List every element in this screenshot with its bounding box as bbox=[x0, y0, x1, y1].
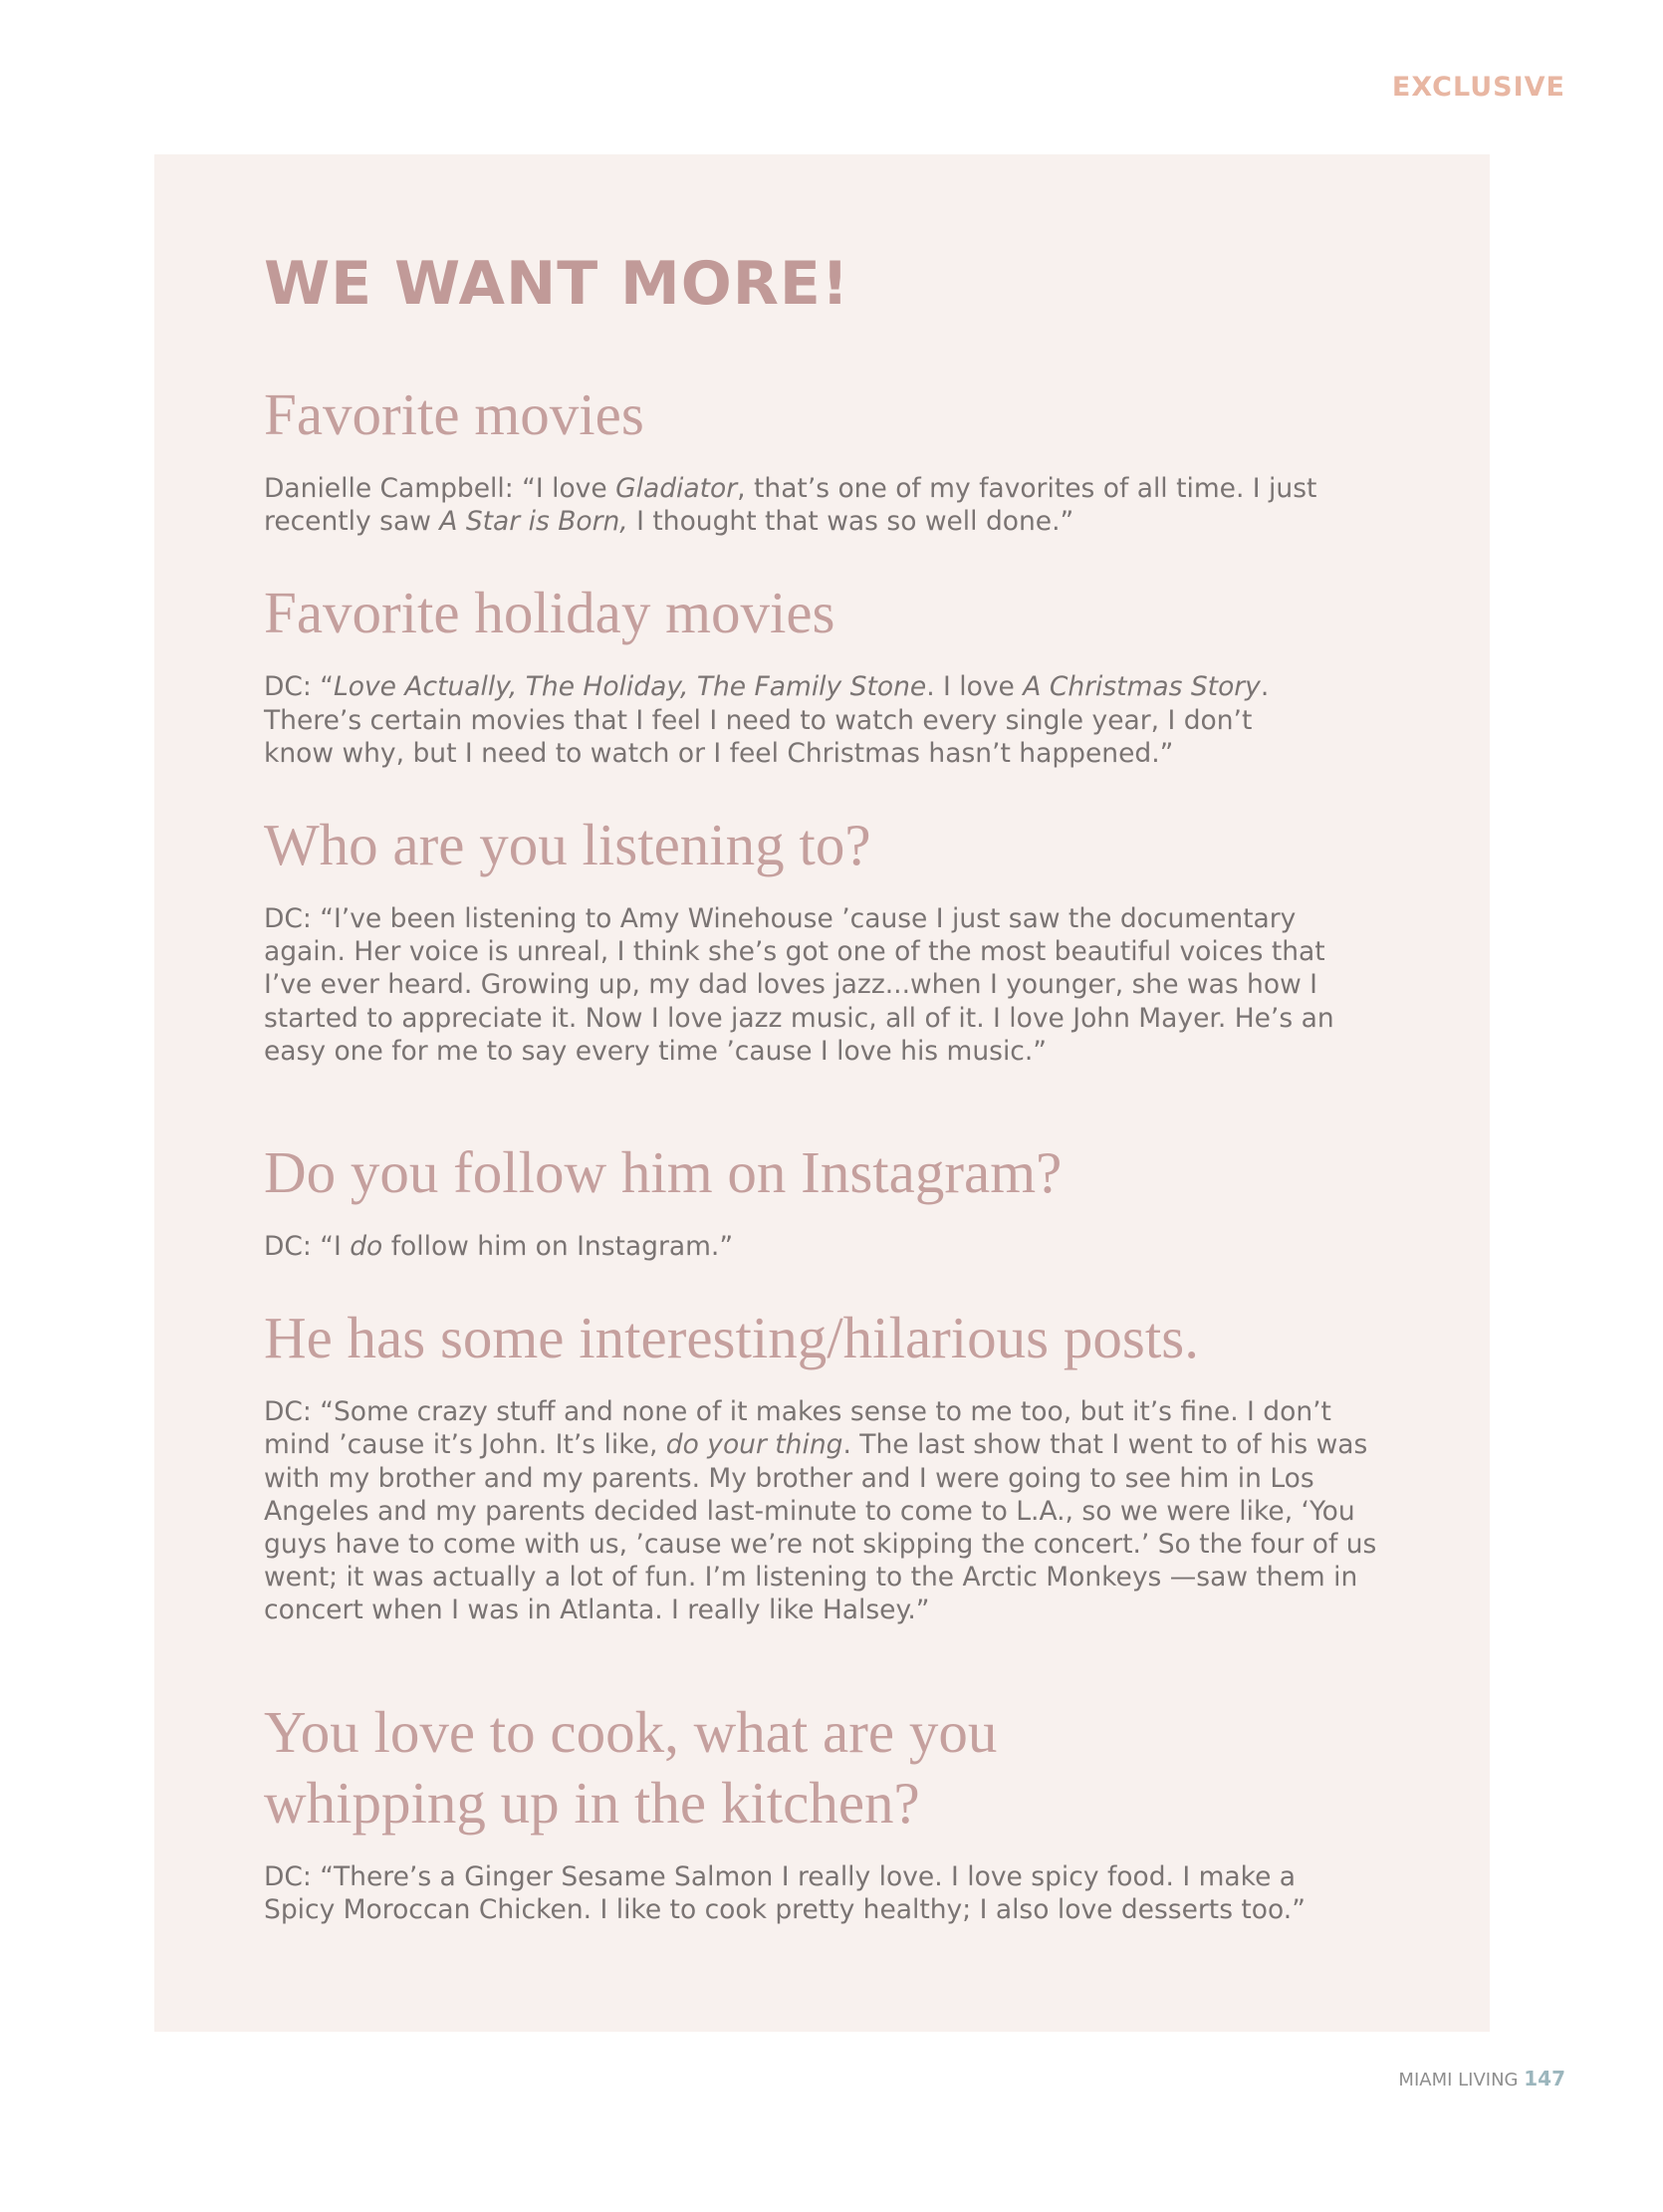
question-heading: Do you follow him on Instagram? bbox=[264, 1139, 1063, 1206]
question-heading: You love to cook, what are you whipping up in the kitchen? bbox=[264, 1698, 998, 1836]
answer-run: I thought that was so well done.” bbox=[627, 506, 1074, 538]
answer-run: follow him on Instagram.” bbox=[382, 1231, 734, 1263]
question-heading: Favorite movies bbox=[264, 381, 644, 447]
qa-section bbox=[264, 379, 1389, 538]
answer-text bbox=[264, 1860, 1369, 1926]
answer-text bbox=[264, 670, 1300, 770]
article-content bbox=[264, 249, 1389, 1966]
question-heading: Favorite holiday movies bbox=[264, 580, 835, 646]
answer-text bbox=[264, 472, 1319, 538]
answer-text bbox=[264, 1395, 1384, 1626]
italic-title: Gladiator bbox=[615, 473, 738, 504]
answer-text bbox=[264, 902, 1369, 1068]
answer-run: , that’s one of my favorites of all time. I just recently saw bbox=[264, 473, 1317, 538]
answer-run: Danielle Campbell: “I love bbox=[264, 473, 616, 504]
qa-section bbox=[264, 1303, 1389, 1626]
answer-run: DC: “There’s a Ginger Sesame Salmon I really love. I love spicy food. I make a Spicy Moroccan Chicken. I like to cook pretty healthy; I also love desserts too.” bbox=[264, 1860, 1306, 1925]
qa-section bbox=[264, 810, 1389, 1068]
section-tag: EXCLUSIVE bbox=[1391, 72, 1565, 103]
answer-run: DC: “ bbox=[264, 671, 334, 703]
answer-run: DC: “I bbox=[264, 1231, 351, 1263]
publication-name: MIAMI LIVING bbox=[1398, 2070, 1519, 2090]
answer-text bbox=[264, 1230, 1389, 1263]
italic-title: do bbox=[350, 1231, 383, 1263]
answer-run: . I love bbox=[926, 671, 1024, 703]
answer-run: DC: “Some crazy stuff and none of it makes sense to me too, but it’s fine. I don’t mind ’cause it’s John. It’s like, bbox=[264, 1396, 1331, 1461]
answer-run: . There’s certain movies that I feel I need to watch every single year, I don’t know why, but I need to watch or I feel Christmas hasn’t happened.” bbox=[264, 671, 1270, 769]
qa-section bbox=[264, 1137, 1389, 1263]
qa-section bbox=[264, 1697, 1389, 1926]
question-heading: He has some interesting/hilarious posts. bbox=[264, 1305, 1199, 1371]
italic-title: A Star is Born, bbox=[439, 506, 628, 538]
qa-section bbox=[264, 578, 1389, 770]
article-title: WE WANT MORE! bbox=[264, 249, 850, 319]
page-footer bbox=[1398, 2067, 1565, 2090]
italic-title: A Christmas Story bbox=[1023, 671, 1261, 703]
italic-title: Love Actually, The Holiday, The Family Stone bbox=[334, 671, 927, 703]
answer-run: DC: “I’ve been listening to Amy Winehouse ’cause I just saw the documentary again. Her voice is unreal, I think she’s got one of the most beautiful voices that I’ve ever heard. Growing up, my dad loves jazz...when I younger, she was how I started to appreciate it. Now I love jazz music, all of it. I love John Mayer. He’s an easy one for me to say every time ’cause I love his music.” bbox=[264, 903, 1334, 1067]
question-heading: Who are you listening to? bbox=[264, 812, 871, 878]
italic-title: do your thing bbox=[665, 1429, 843, 1461]
answer-run: . The last show that I went to of his was with my brother and my parents. My brother and I were going to see him in Los Angeles and my parents decided last-minute to come to L.A., so we were like, ‘You guys have to come with us, ’cause we’re not skipping the concert.’ So the four of us went; it was actually a lot of fun. I’m listening to the Arctic Monkeys —saw them in concert when I was in Atlanta. I really like Halsey.” bbox=[264, 1429, 1377, 1626]
page-number: 147 bbox=[1524, 2067, 1565, 2090]
